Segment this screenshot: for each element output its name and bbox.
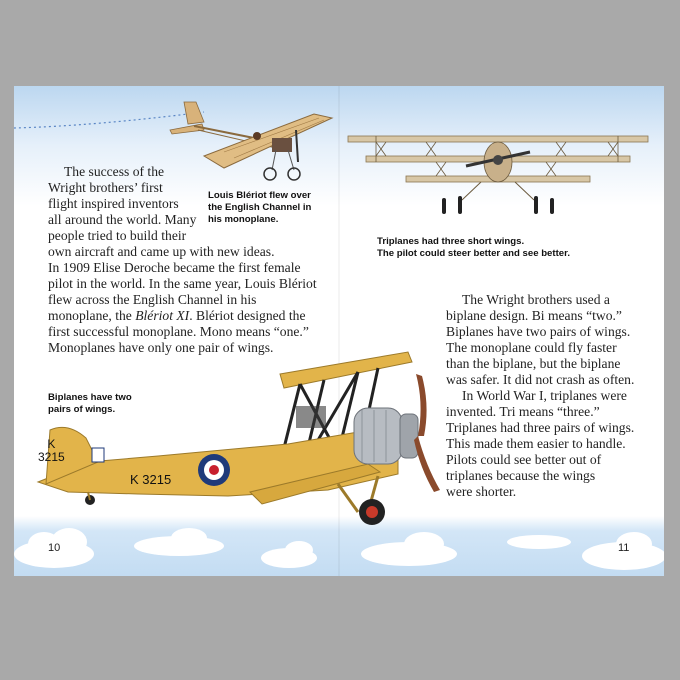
- caption-triplane: [377, 236, 570, 260]
- text-line: were shorter.: [446, 484, 517, 499]
- caption-line: Louis Blériot flew over: [208, 190, 311, 201]
- page-number-left: 10: [48, 542, 61, 554]
- tail-number: 3215: [38, 450, 65, 464]
- caption-line: Biplanes have two: [48, 392, 132, 403]
- italic-title: Blériot XI: [135, 308, 190, 323]
- caption-line: pairs of wings.: [48, 404, 116, 415]
- text-line: In World War I, triplanes were: [462, 388, 627, 403]
- caption-line: Triplanes had three short wings.: [377, 236, 525, 247]
- text-line: Wright brothers’ first: [48, 180, 163, 195]
- left-body-text: [48, 164, 317, 356]
- tail-registration: [38, 438, 65, 464]
- yellow-biplane-illustration: [28, 344, 448, 529]
- text-line: The monoplane could fly faster: [446, 340, 617, 355]
- tail-letter: K: [47, 437, 56, 451]
- text-line: triplanes because the wings: [446, 468, 596, 483]
- caption-line: The pilot could steer better and see better.: [377, 248, 570, 259]
- book-spread: [14, 86, 664, 576]
- text-line: own aircraft and came up with new ideas.: [48, 244, 275, 259]
- text-line: flew across the English Channel in his: [48, 292, 257, 307]
- text-line: than the biplane, but the biplane: [446, 356, 621, 371]
- text-line: The Wright brothers used a: [462, 292, 610, 307]
- text-line: Monoplanes have only one pair of wings.: [48, 340, 274, 355]
- text-line: monoplane, the: [48, 308, 136, 323]
- right-body-paragraph-1: [446, 292, 634, 388]
- text-line: biplane design. Bi means “two.”: [446, 308, 622, 323]
- triplane-illustration: [346, 132, 656, 222]
- text-line: Biplanes have two pairs of wings.: [446, 324, 631, 339]
- text-line: first successful monoplane. Mono means “one.”: [48, 324, 309, 339]
- text-line: In 1909 Elise Deroche became the first female: [48, 260, 301, 275]
- caption-line: the English Channel in: [208, 202, 312, 213]
- text-line: flight inspired inventors: [48, 196, 179, 211]
- text-line: . Blériot designed the: [189, 308, 306, 323]
- text-line: invented. Tri means “three.”: [446, 404, 600, 419]
- text-line: This made them easier to handle.: [446, 436, 626, 451]
- text-line: The success of the: [64, 164, 165, 179]
- caption-line: his monoplane.: [208, 214, 279, 225]
- text-line: pilot in the world. In the same year, Louis Blériot: [48, 276, 317, 291]
- text-line: was safer. It did not crash as often.: [446, 372, 635, 387]
- text-line: people tried to build their: [48, 228, 187, 243]
- text-line: Triplanes had three pairs of wings.: [446, 420, 635, 435]
- page-number-right: 11: [618, 542, 630, 554]
- body-registration: K 3215: [130, 472, 172, 487]
- text-line: all around the world. Many: [48, 212, 197, 227]
- text-line: Pilots could see better out of: [446, 452, 602, 467]
- right-body-paragraph-2: [446, 388, 634, 500]
